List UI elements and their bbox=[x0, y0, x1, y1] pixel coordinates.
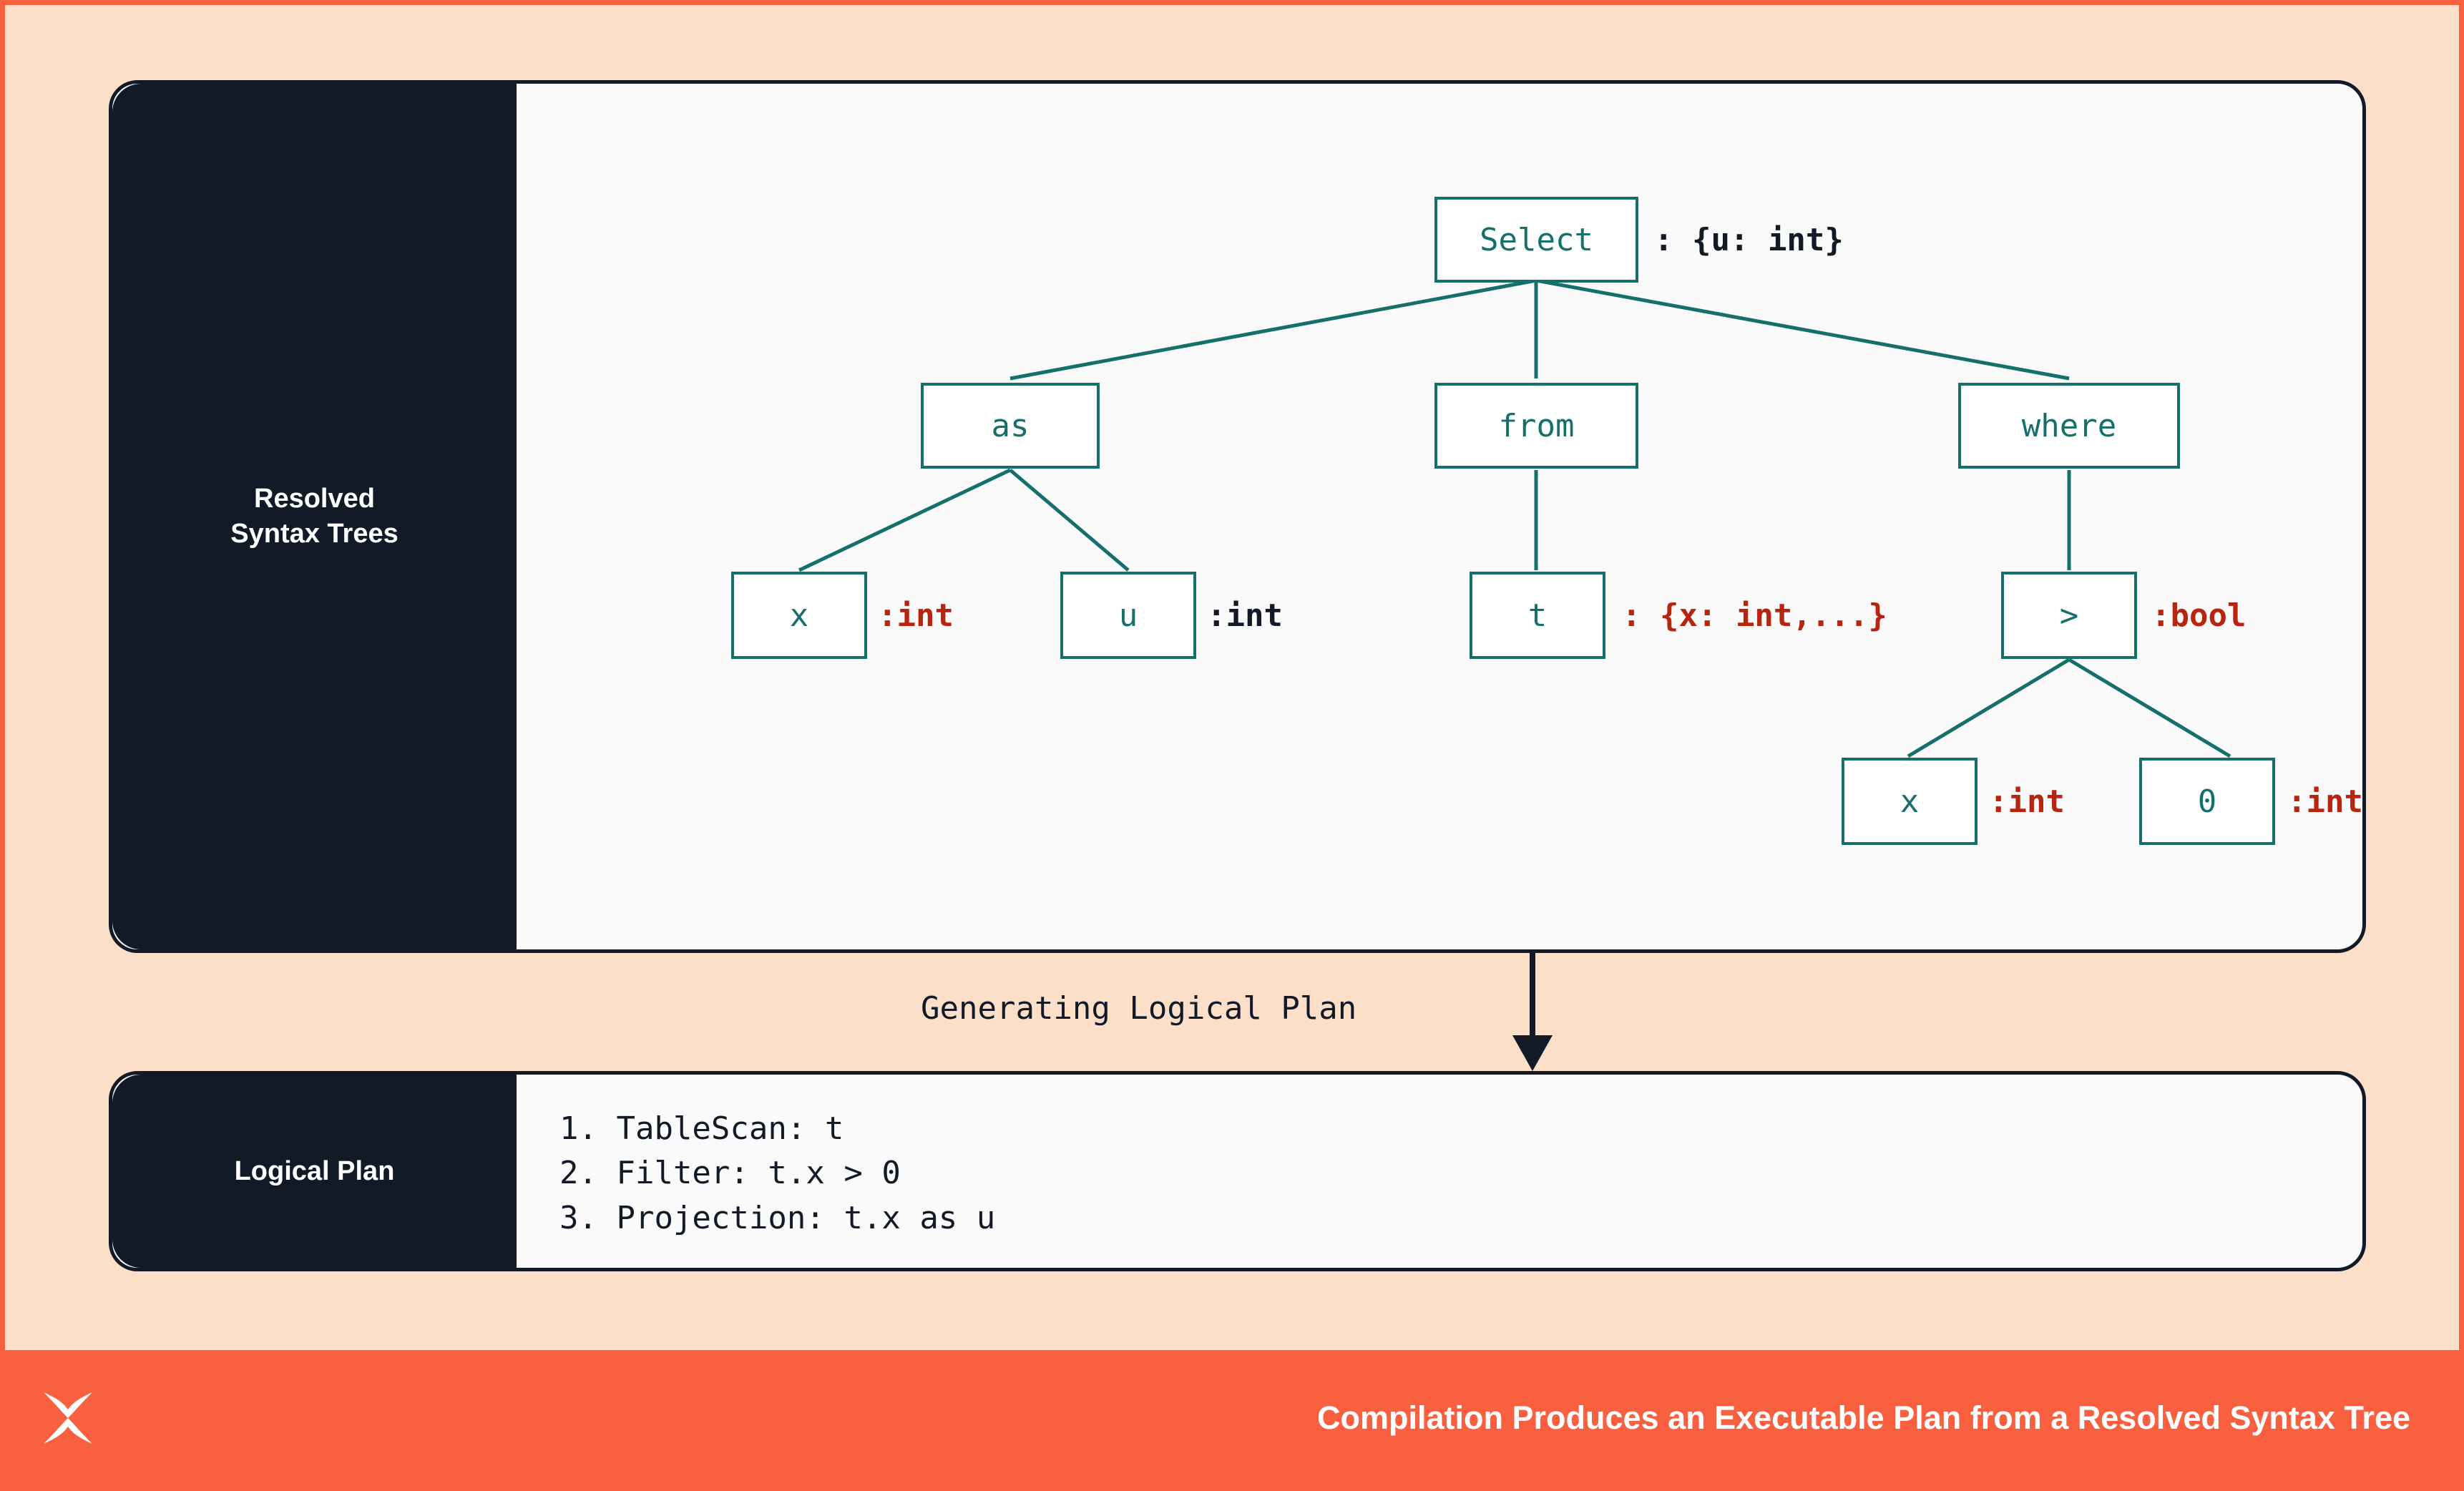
logical-plan-panel bbox=[109, 1071, 2366, 1271]
resolved-syntax-trees-label bbox=[112, 84, 517, 949]
transition-label: Generating Logical Plan bbox=[921, 990, 1357, 1027]
x-logo-icon bbox=[35, 1385, 101, 1451]
logical-plan-steps bbox=[559, 1107, 995, 1241]
annotation-t-type: : {x: int,...} bbox=[1622, 597, 1887, 634]
tree-node-select[interactable]: Select bbox=[1434, 197, 1638, 283]
annotation-x-as-type: :int bbox=[878, 597, 954, 634]
annotation-zero-type: :int bbox=[2287, 783, 2363, 820]
logical-plan-label-text: Logical Plan bbox=[234, 1155, 395, 1186]
rst-label-line1: Resolved bbox=[254, 484, 375, 514]
plan-step-3: 3. Projection: t.x as u bbox=[559, 1199, 996, 1236]
transition-region bbox=[109, 953, 2366, 1071]
tree-node-x-cmp[interactable]: x bbox=[1842, 758, 1977, 845]
logical-plan-label bbox=[112, 1075, 517, 1268]
tree-node-zero[interactable]: 0 bbox=[2139, 758, 2275, 845]
annotation-select-type: : {u: int} bbox=[1654, 221, 1844, 258]
plan-step-1: 1. TableScan: t bbox=[559, 1110, 844, 1147]
annotation-greater-than-type: :bool bbox=[2151, 597, 2247, 634]
resolved-syntax-trees-panel bbox=[109, 80, 2366, 953]
rst-label-line2: Syntax Trees bbox=[230, 519, 399, 549]
annotation-u-type: :int bbox=[1207, 597, 1283, 634]
tree-node-t[interactable]: t bbox=[1470, 572, 1605, 659]
plan-step-2: 2. Filter: t.x > 0 bbox=[559, 1155, 901, 1192]
footer-bar bbox=[5, 1350, 2459, 1486]
syntax-tree-canvas bbox=[517, 84, 2362, 949]
tree-node-u[interactable]: u bbox=[1060, 572, 1196, 659]
tree-node-x-as[interactable]: x bbox=[731, 572, 867, 659]
annotation-x-cmp-type: :int bbox=[1989, 783, 2065, 820]
tree-node-from[interactable]: from bbox=[1434, 383, 1638, 469]
tree-node-where[interactable]: where bbox=[1958, 383, 2180, 469]
footer-title: Compilation Produces an Executable Plan from a Resolved Syntax Tree bbox=[1317, 1399, 2410, 1436]
tree-node-greater-than[interactable]: > bbox=[2001, 572, 2137, 659]
tree-node-as[interactable]: as bbox=[921, 383, 1100, 469]
